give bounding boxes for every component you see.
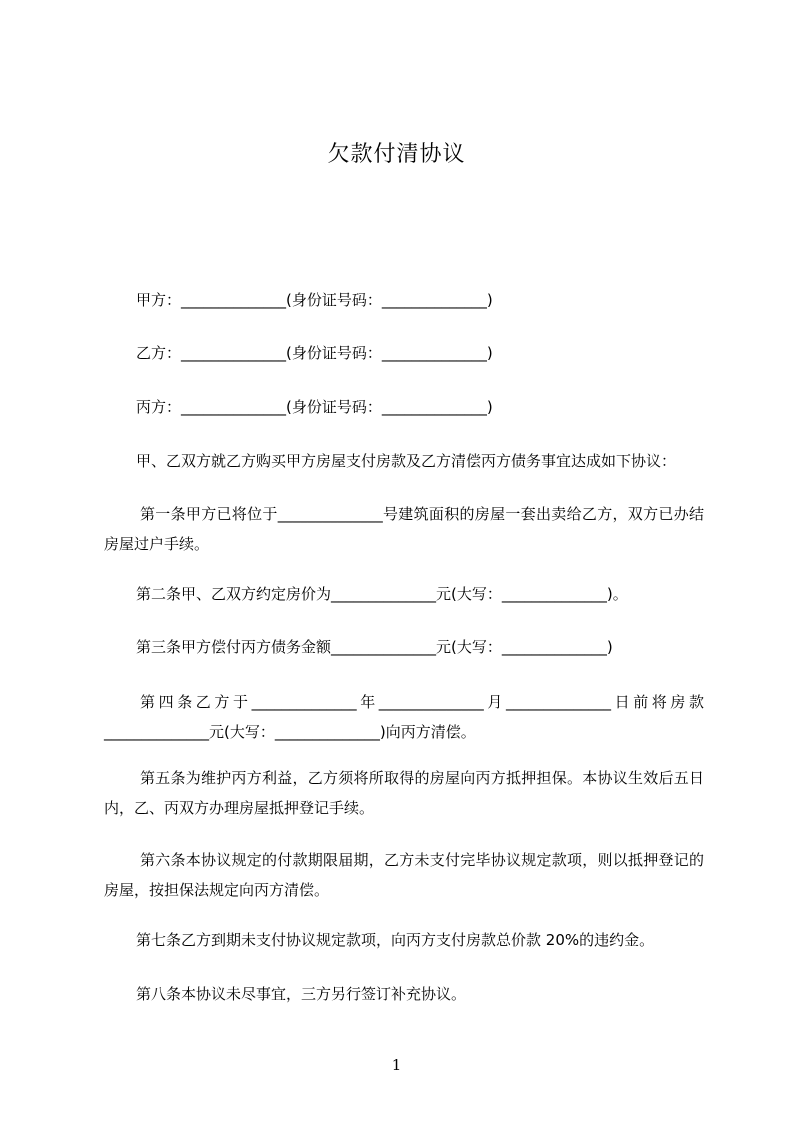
- article-7: 第七条乙方到期未支付协议规定款项，向丙方支付房款总价款 20%的违约金。: [136, 931, 655, 949]
- party-c-line: 丙方：______________(身份证号码：______________): [136, 398, 493, 416]
- document-title: 欠款付清协议: [327, 142, 466, 167]
- article-3: 第三条甲方偿付丙方债务金额______________元(大写：______________): [136, 638, 613, 656]
- party-a-line: 甲方：______________(身份证号码：______________): [136, 291, 493, 309]
- article-2: 第二条甲、乙双方约定房价为______________元(大写：______________)。: [136, 585, 628, 603]
- article-1: 第一条甲方已将位于______________号建筑面积的房屋一套出卖给乙方，双方已办结房屋过户手续。: [104, 505, 704, 553]
- page-number: 1: [391, 1056, 402, 1074]
- party-b-line: 乙方：______________(身份证号码：______________): [136, 344, 493, 362]
- article-5: 第五条为维护丙方利益，乙方须将所取得的房屋向丙方抵押担保。本协议生效后五日内，乙、丙双方办理房屋抵押登记手续。: [104, 769, 704, 817]
- preamble: 甲、乙双方就乙方购买甲方房屋支付房款及乙方清偿丙方债务事宜达成如下协议：: [136, 452, 677, 470]
- article-4: 第四条乙方于______________年______________月______________日前将房款______________元(大写：______________)向丙方清偿。: [104, 693, 704, 741]
- article-8: 第八条本协议未尽事宜，三方另行签订补充协议。: [136, 985, 467, 1003]
- article-6: 第六条本协议规定的付款期限届期，乙方未支付完毕协议规定款项，则以抵押登记的房屋，按担保法规定向丙方清偿。: [104, 851, 704, 899]
